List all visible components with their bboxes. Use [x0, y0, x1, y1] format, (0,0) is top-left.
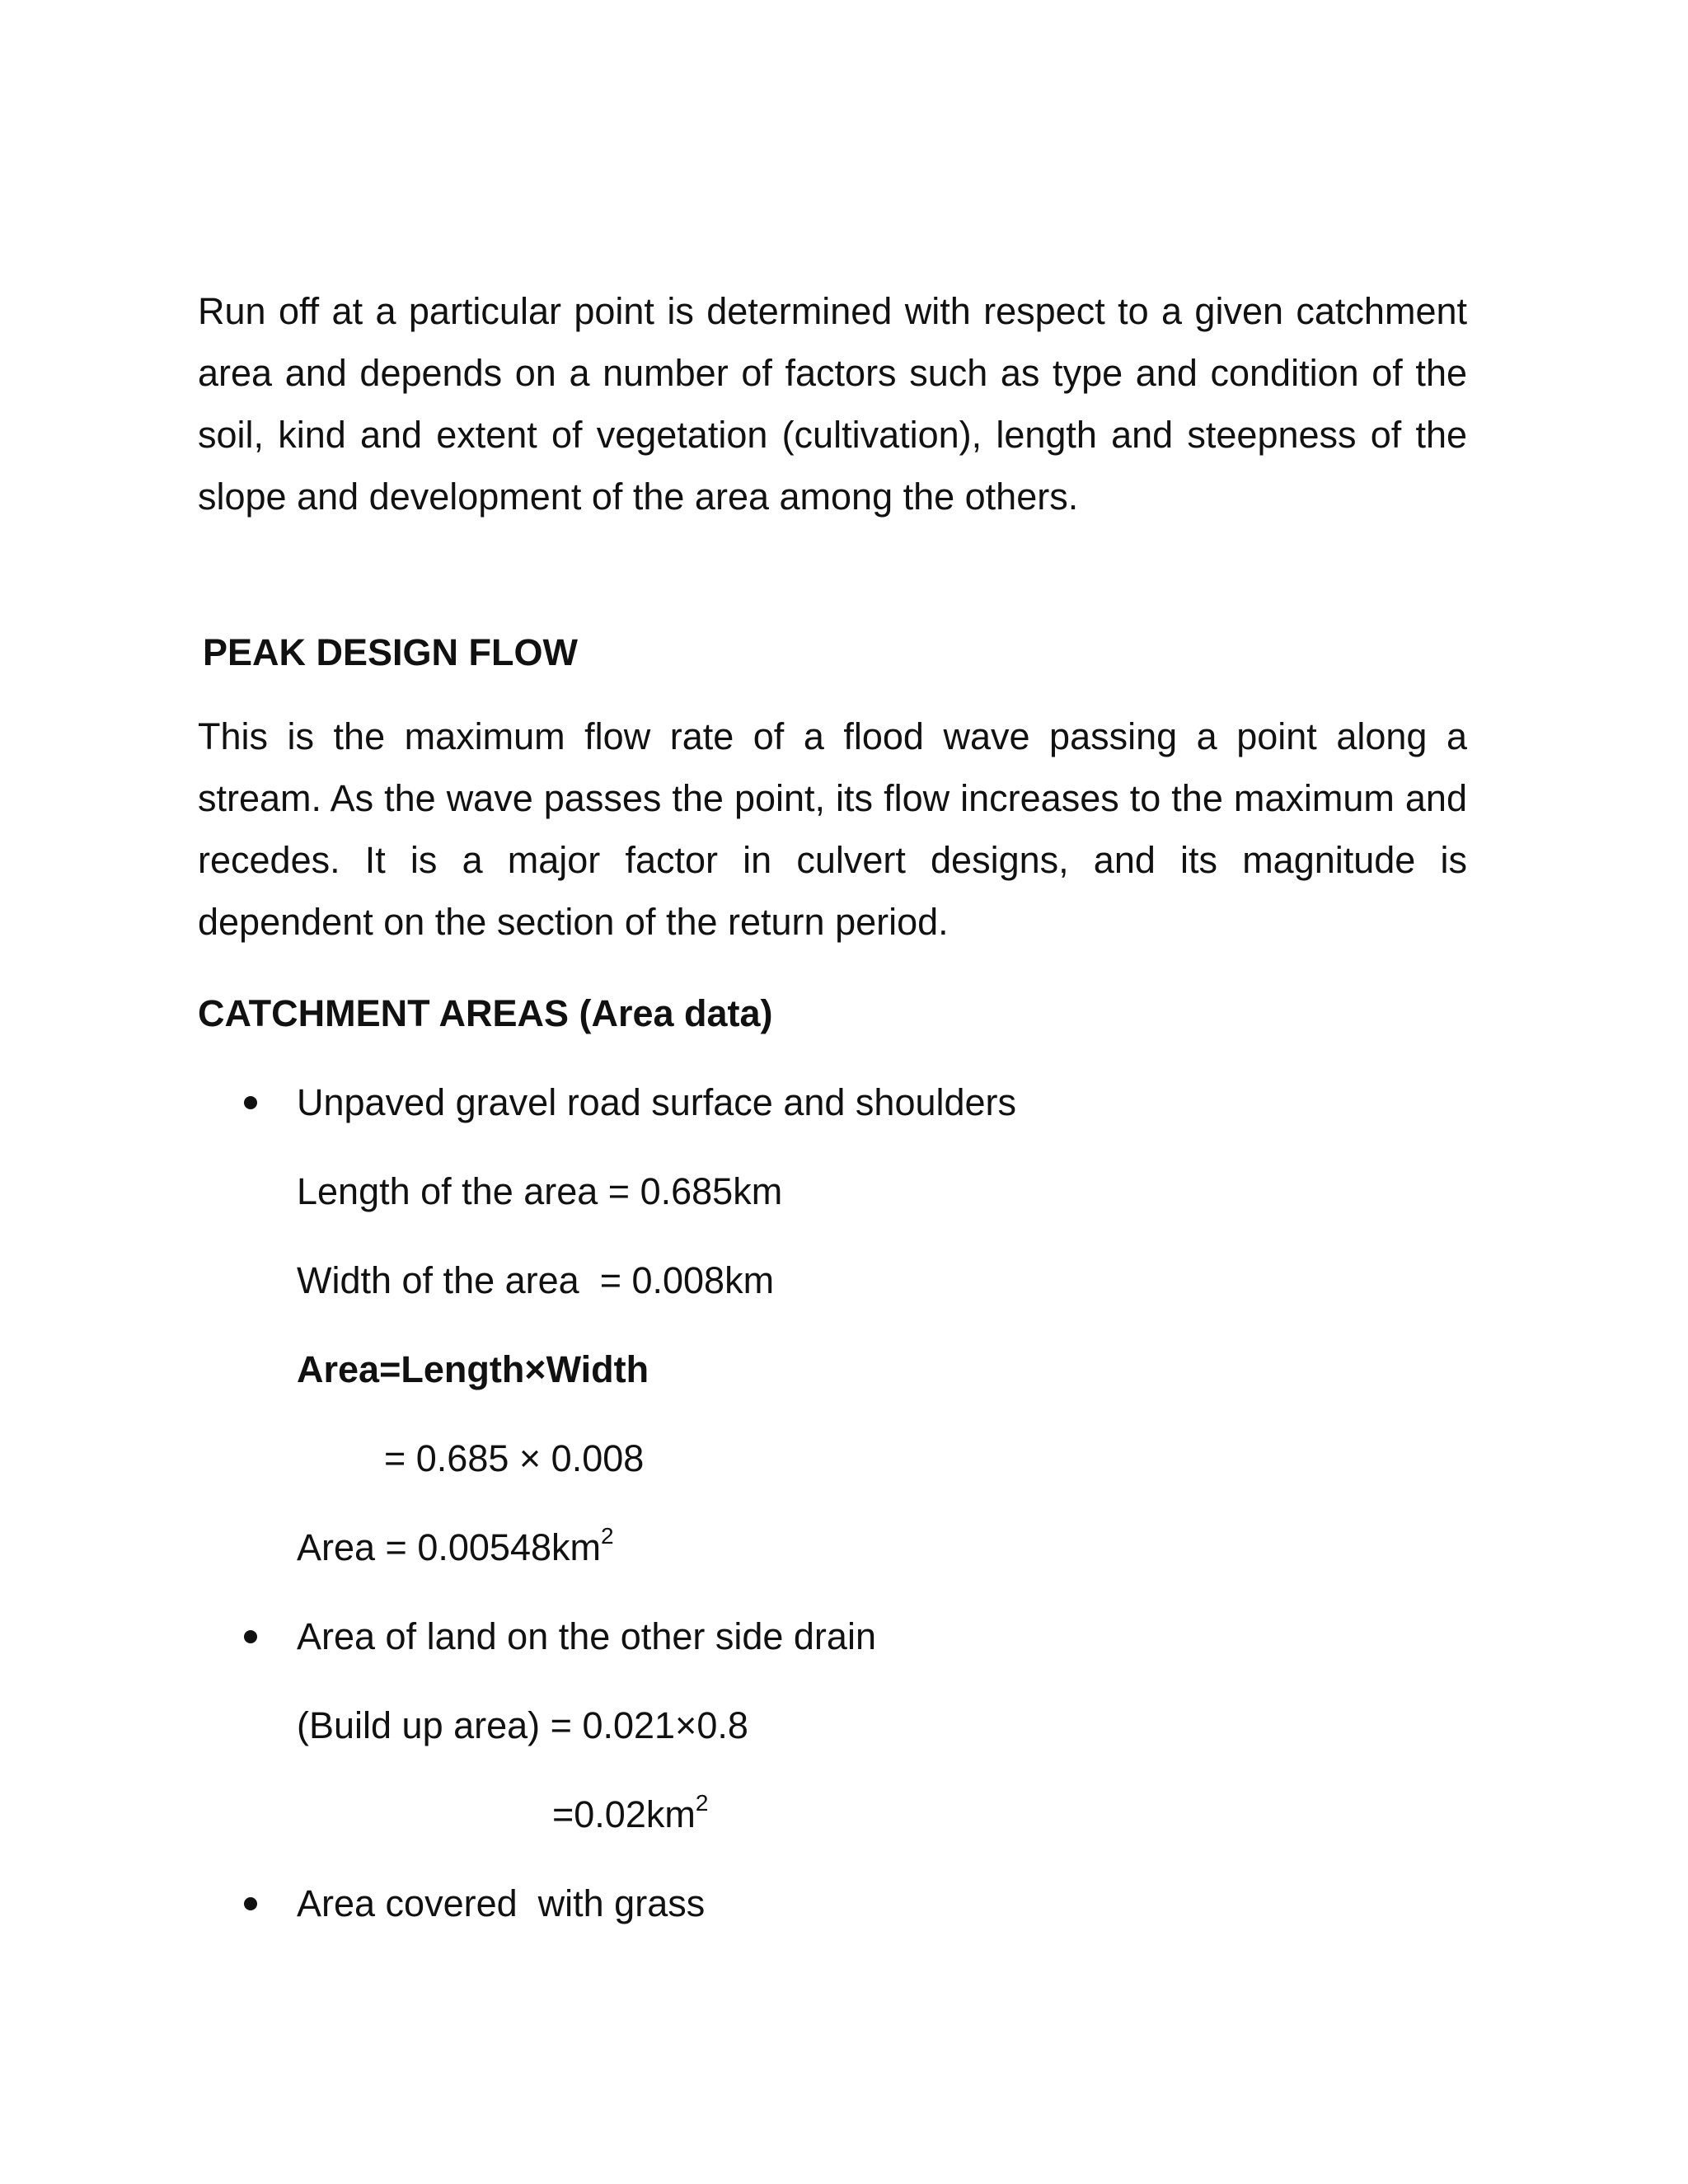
area-formula-line: Area=Length×Width: [297, 1348, 649, 1390]
catchment-areas-heading: CATCHMENT AREAS (Area data): [198, 992, 773, 1034]
bullet-icon: [244, 1897, 257, 1910]
area-result-line: [297, 1523, 614, 1572]
area-result-superscript: 2: [601, 1523, 614, 1549]
build-up-area-line: (Build up area) = 0.021×0.8: [297, 1704, 748, 1746]
build-up-area-result-line: [552, 1790, 708, 1840]
bullet-icon: [244, 1630, 257, 1643]
bullet-icon: [244, 1096, 257, 1109]
area-calculation-line: = 0.685 × 0.008: [384, 1437, 645, 1479]
width-of-area-line: Width of the area = 0.008km: [297, 1259, 775, 1301]
area-result-text: Area = 0.00548km: [297, 1526, 601, 1568]
build-up-area-result-superscript: 2: [695, 1790, 709, 1816]
bullet-unpaved-road-label: Unpaved gravel road surface and shoulders: [297, 1081, 1017, 1123]
runoff-paragraph: Run off at a particular point is determined with respect to a given catchment area and depends on a number of factors such as type and condition of the soil, kind and extent of vegetation (cultivation), length and steepness of the slope and development of the area among the others.: [198, 290, 1467, 518]
build-up-area-result-text: =0.02km: [552, 1793, 696, 1835]
length-of-area-line: Length of the area = 0.685km: [297, 1170, 783, 1212]
bullet-other-side-drain-label: Area of land on the other side drain: [297, 1615, 876, 1657]
peak-design-flow-heading: PEAK DESIGN FLOW: [203, 631, 579, 673]
bullet-grass-area-label: Area covered with grass: [297, 1882, 706, 1924]
peak-design-flow-paragraph: This is the maximum flow rate of a flood wave passing a point along a stream. As the wave passes the point, its flow increases to the maximum and recedes. It is a major factor in culvert designs, and its magnitude is dependent on the section of the return period.: [198, 715, 1467, 943]
